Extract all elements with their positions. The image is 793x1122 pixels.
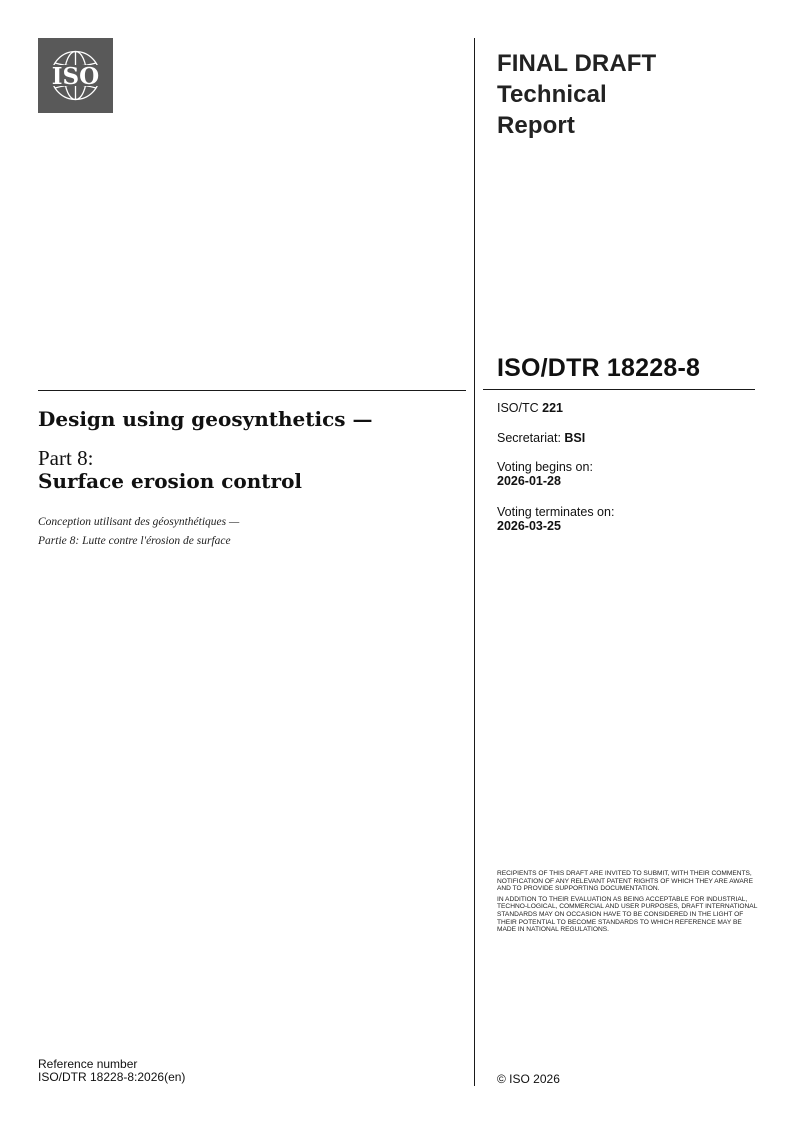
voting-begins-label: Voting begins on: (497, 460, 593, 474)
reference-label: Reference number (38, 1057, 138, 1071)
secretariat-label: Secretariat: (497, 431, 561, 445)
notice-paragraph-2: IN ADDITION TO THEIR EVALUATION AS BEING ACCEPTABLE FOR INDUSTRIAL, TECHNO-LOGICAL, COMMERCIAL AND USER PURPOSES, DRAFT INTERNATIONAL STANDARDS MAY ON OCCASION HAVE TO BE CONSIDERED IN THE LIGHT OF THEIR POTENTIAL TO BECOME STANDARDS TO WHICH REFERENCE MAY BE MADE IN NATIONAL REGULATIONS. (497, 895, 758, 934)
reference-number (38, 1058, 185, 1084)
part-number: Part 8: (38, 446, 94, 470)
vertical-divider (474, 38, 475, 1086)
left-divider (38, 390, 466, 391)
secretariat (497, 431, 757, 445)
voting-terminates (497, 505, 757, 533)
committee-label: ISO/TC (497, 401, 539, 415)
voting-terminates-label: Voting terminates on: (497, 505, 615, 519)
iso-logo (38, 38, 113, 113)
notice-paragraph-1: RECIPIENTS OF THIS DRAFT ARE INVITED TO SUBMIT, WITH THEIR COMMENTS, NOTIFICATION OF ANY RELEVANT PATENT RIGHTS OF WHICH THEY ARE AWARE AND TO PROVIDE SUPPORTING DOCUMENTATION. (497, 870, 753, 893)
right-divider (483, 389, 755, 390)
doc-type-line2: Report (497, 112, 575, 139)
reference-value: ISO/DTR 18228-8:2026(en) (38, 1070, 186, 1084)
draft-notice (497, 870, 759, 937)
document-stage (497, 48, 757, 141)
main-title: Design using geosynthetics — (38, 407, 373, 431)
status-label: FINAL DRAFT (497, 50, 657, 77)
document-number: ISO/DTR 18228-8 (497, 354, 701, 382)
committee (497, 401, 757, 415)
secretariat-value: BSI (564, 431, 586, 445)
copyright-notice: © ISO 2026 (497, 1072, 560, 1086)
voting-begins-date: 2026-01-28 (497, 474, 561, 488)
committee-value: 221 (542, 401, 564, 415)
part-title: Surface erosion control (38, 469, 303, 493)
french-title-line1: Conception utilisant des géosynthétiques — (38, 516, 240, 528)
globe-icon (38, 38, 113, 113)
doc-type-line1: Technical (497, 81, 607, 108)
svg-text:ISO: ISO (51, 63, 100, 90)
voting-terminates-date: 2026-03-25 (497, 519, 561, 533)
french-title-line2: Partie 8: Lutte contre l'érosion de surface (38, 535, 231, 547)
french-title (38, 513, 458, 551)
voting-begins (497, 460, 757, 488)
